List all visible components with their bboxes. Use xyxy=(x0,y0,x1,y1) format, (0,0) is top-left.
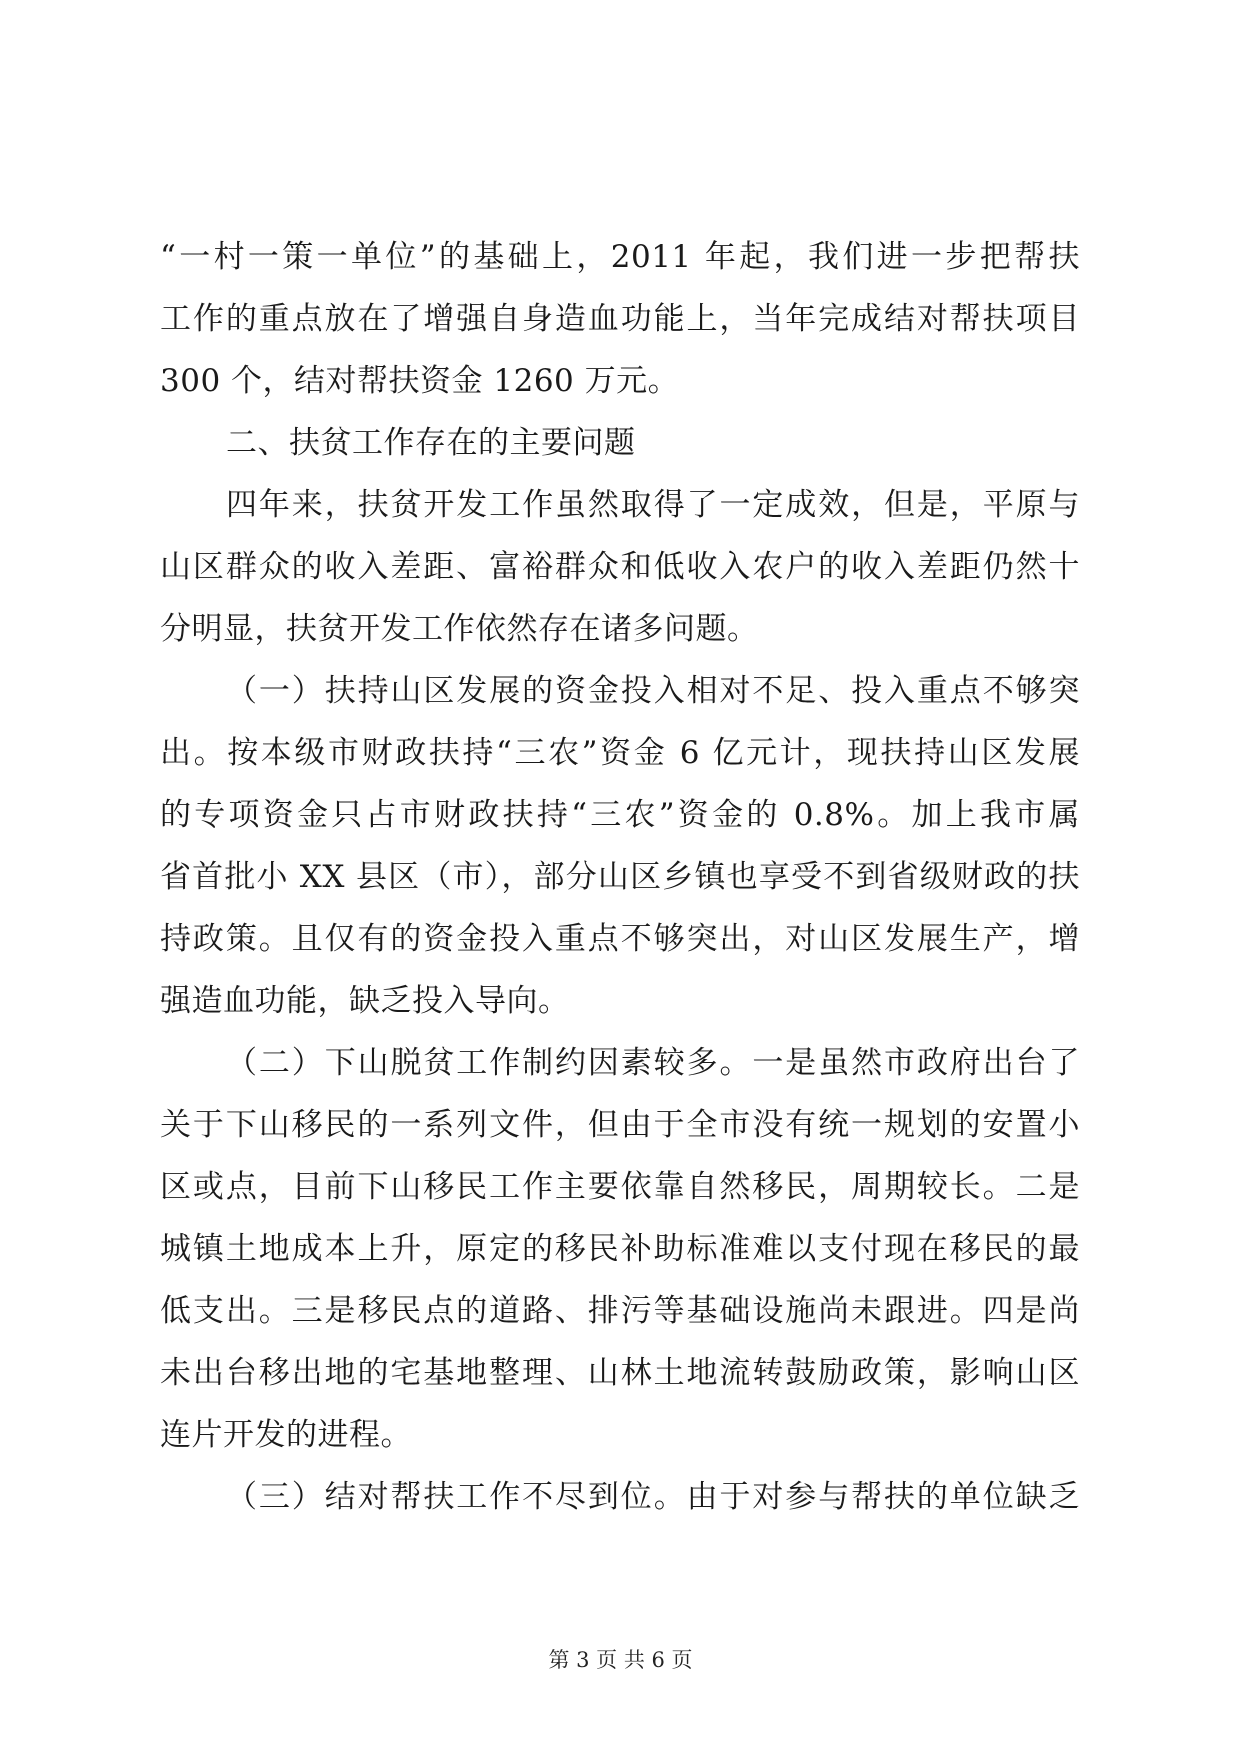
text-line: 区或点，目前下山移民工作主要依靠自然移民，周期较长。二是 xyxy=(160,1169,1080,1205)
text-line: 强造血功能，缺乏投入导向。 xyxy=(160,983,570,1019)
text-line: 工作的重点放在了增强自身造血功能上，当年完成结对帮扶项目 xyxy=(160,301,1080,337)
text-line: 城镇土地成本上升，原定的移民补助标准难以支付现在移民的最 xyxy=(160,1231,1080,1267)
text-line: 的专项资金只占市财政扶持“三农”资金的 0.8%。加上我市属 xyxy=(160,797,1080,833)
text-line: 未出台移出地的宅基地整理、山林土地流转鼓励政策，影响山区 xyxy=(160,1355,1080,1391)
body-text xyxy=(160,226,1080,1528)
text-line: 山区群众的收入差距、富裕群众和低收入农户的收入差距仍然十 xyxy=(160,549,1080,585)
text-line: （二）下山脱贫工作制约因素较多。一是虽然市政府出台了 xyxy=(226,1045,1080,1081)
text-line: 二、扶贫工作存在的主要问题 xyxy=(226,425,636,461)
text-line: 关于下山移民的一系列文件，但由于全市没有统一规划的安置小 xyxy=(160,1107,1080,1143)
text-line: 持政策。且仅有的资金投入重点不够突出，对山区发展生产，增 xyxy=(160,921,1080,957)
text-line: 300 个，结对帮扶资金 1260 万元。 xyxy=(160,363,680,399)
text-line: 省首批小 XX 县区（市），部分山区乡镇也享受不到省级财政的扶 xyxy=(160,859,1080,895)
page-footer: 第 3 页 共 6 页 xyxy=(548,1648,693,1672)
text-line: 低支出。三是移民点的道路、排污等基础设施尚未跟进。四是尚 xyxy=(160,1293,1080,1329)
text-line: 连片开发的进程。 xyxy=(160,1417,412,1453)
text-line: （一）扶持山区发展的资金投入相对不足、投入重点不够突 xyxy=(226,673,1080,709)
text-line: “一村一策一单位”的基础上，2011 年起，我们进一步把帮扶 xyxy=(160,239,1080,275)
text-line: 四年来，扶贫开发工作虽然取得了一定成效，但是，平原与 xyxy=(226,487,1080,523)
text-line: 分明显，扶贫开发工作依然存在诸多问题。 xyxy=(160,611,759,647)
text-line: （三）结对帮扶工作不尽到位。由于对参与帮扶的单位缺乏 xyxy=(226,1479,1080,1515)
text-line: 出。按本级市财政扶持“三农”资金 6 亿元计，现扶持山区发展 xyxy=(160,735,1080,771)
